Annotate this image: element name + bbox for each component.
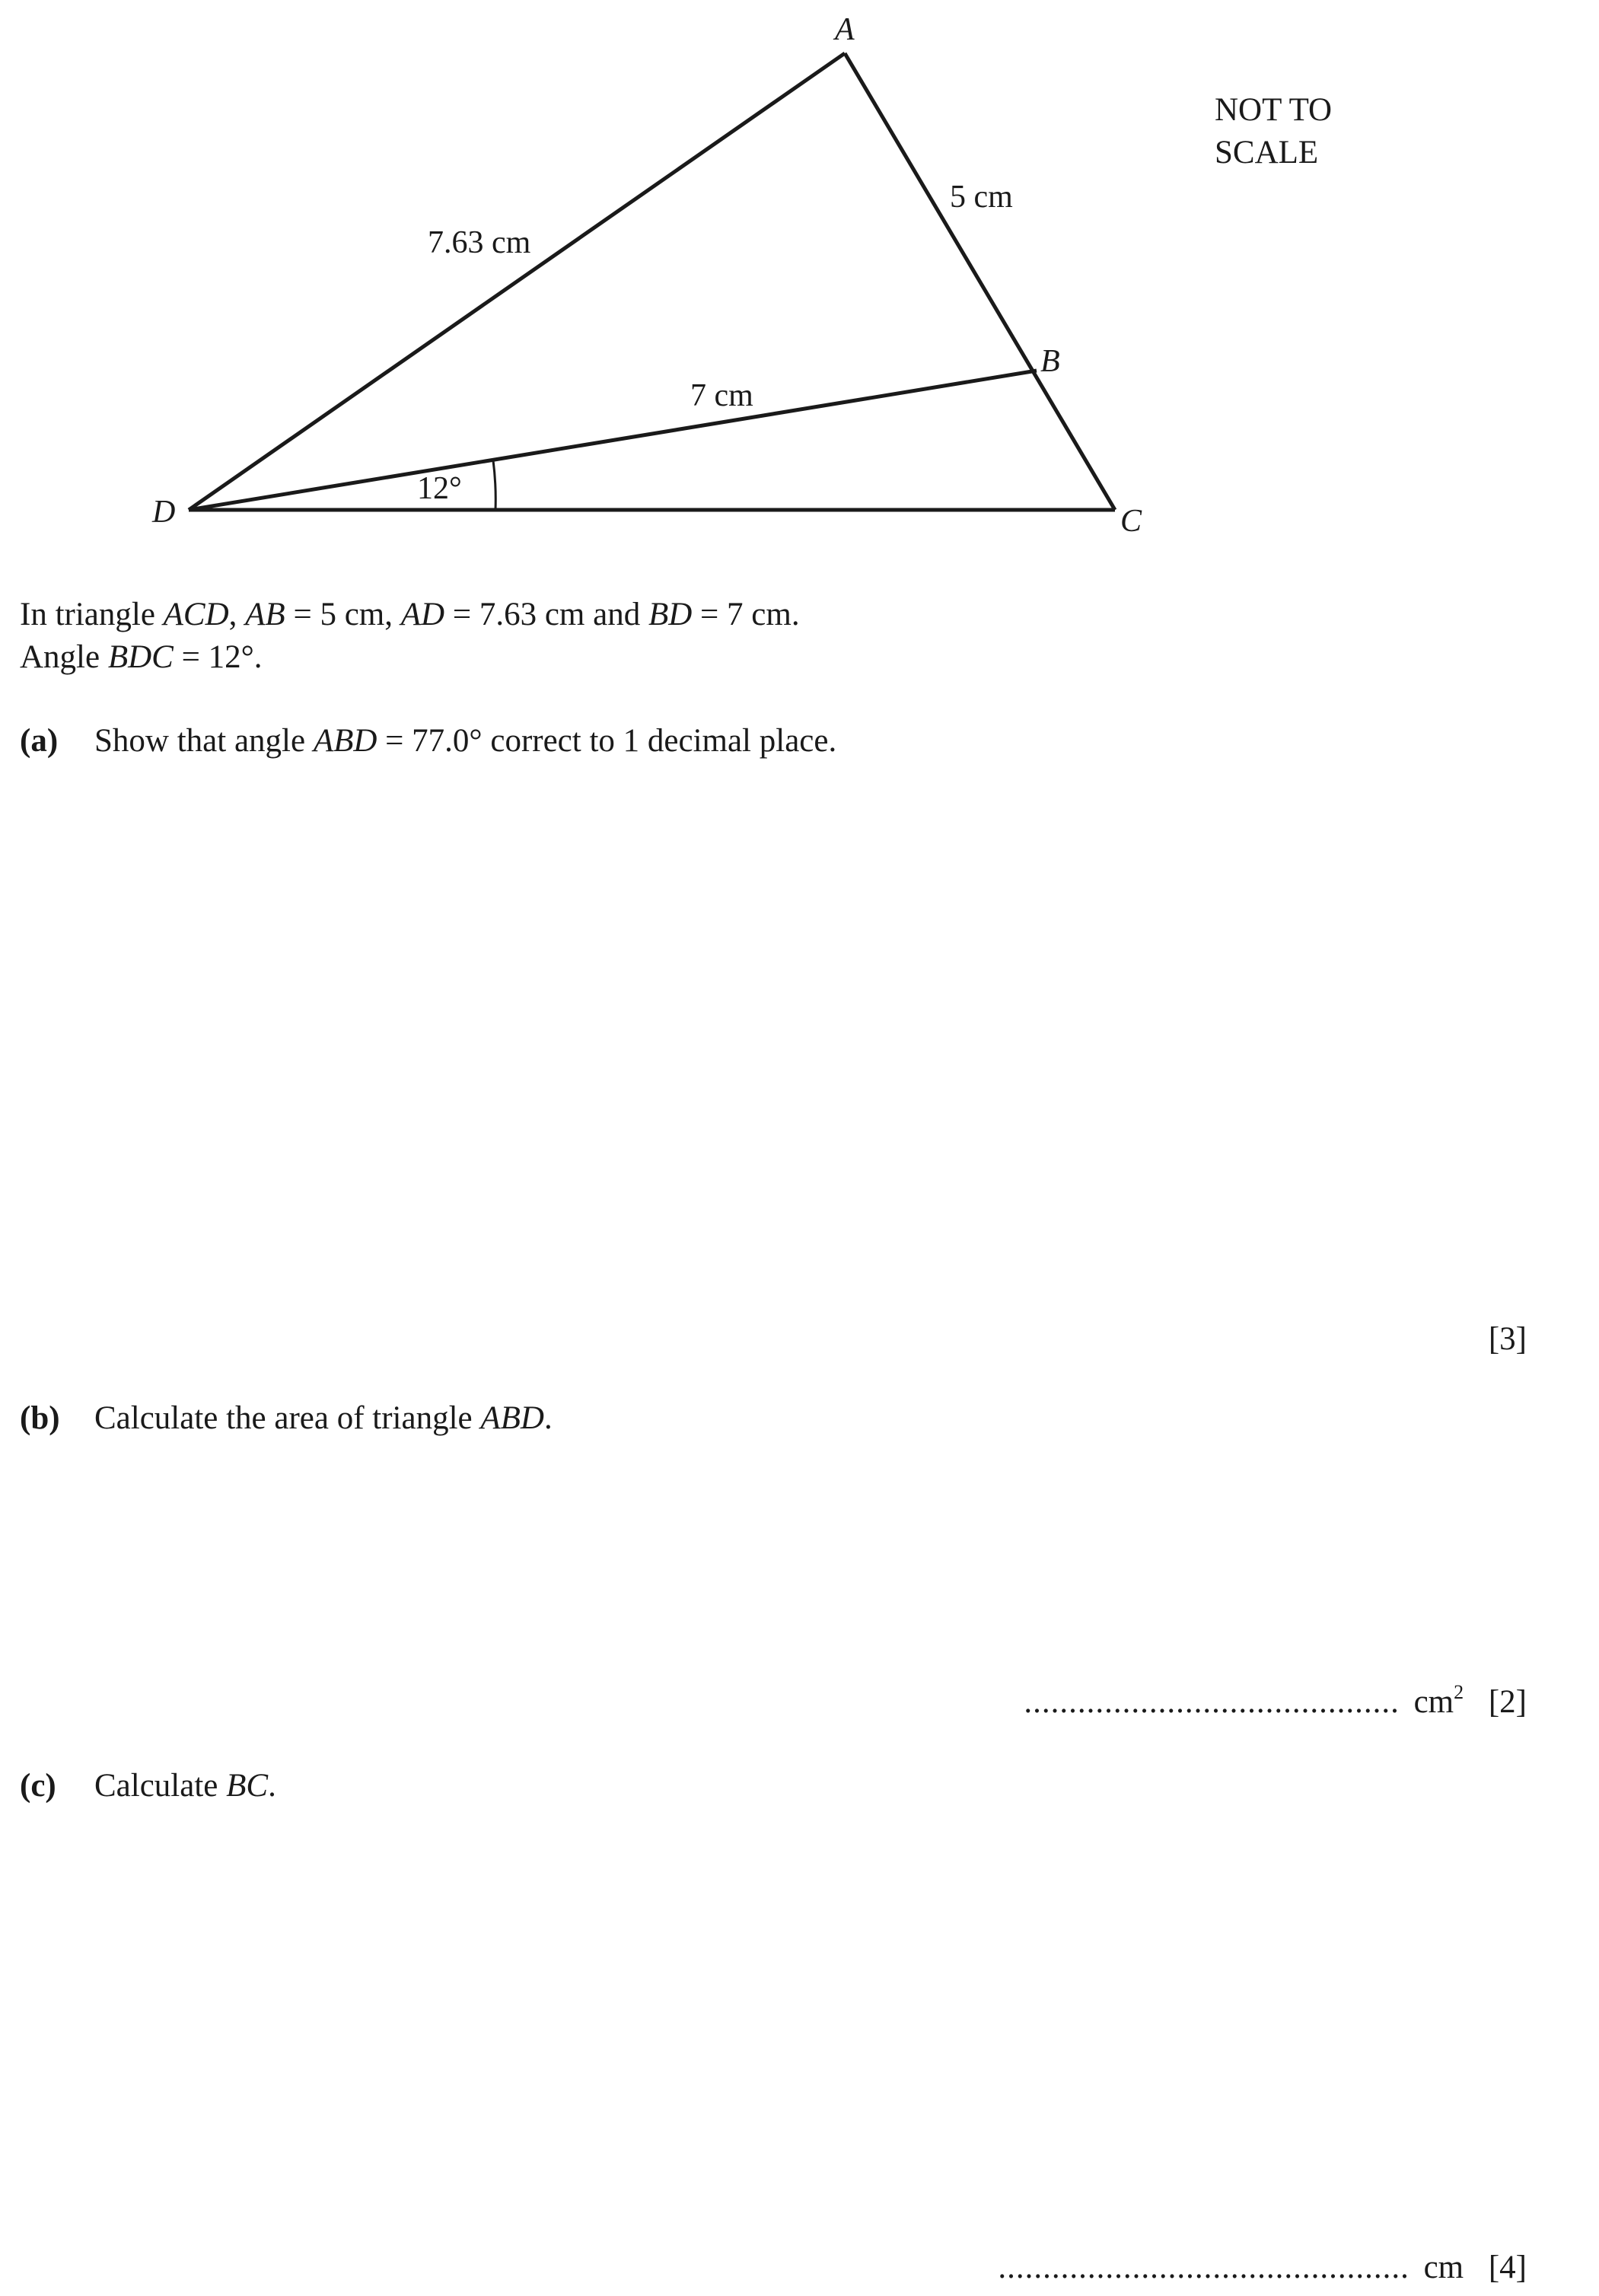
side-AD	[189, 53, 845, 510]
intro-bd: BD	[648, 597, 693, 632]
vertex-label-D: D	[152, 495, 176, 530]
scale-note-line-1: NOT TO	[1215, 92, 1333, 128]
intro-ad-val: = 7.63 cm and	[444, 597, 648, 632]
part-b-answer-line	[1024, 1681, 1527, 1720]
part-c-label: (c)	[20, 1768, 56, 1804]
intro-sep: ,	[228, 597, 246, 632]
side-AC	[845, 53, 1115, 510]
intro-line-1	[20, 598, 800, 631]
intro-ad: AD	[400, 597, 445, 632]
part-c-text-post: .	[268, 1768, 276, 1804]
part-a-marks: [3]	[1488, 1321, 1527, 1357]
part-a-question	[20, 724, 836, 757]
part-a-text-post: = 77.0° correct to 1 decimal place.	[377, 723, 837, 759]
part-c-marks: [4]	[1488, 2250, 1527, 2285]
not-to-scale-note	[1215, 89, 1332, 174]
intro-triangle: ACD	[163, 597, 229, 632]
part-a-text-pre: Show that angle	[94, 723, 314, 759]
part-b-unit-sup: 2	[1454, 1681, 1464, 1703]
part-a-text-it: ABD	[313, 723, 377, 759]
side-label-AB: 5 cm	[950, 180, 1013, 215]
part-c-question	[20, 1769, 276, 1802]
intro-line-2	[20, 641, 263, 674]
side-BD	[189, 371, 1037, 510]
part-c-answer-line	[998, 2251, 1527, 2284]
intro-ab-val: = 5 cm,	[285, 597, 401, 632]
part-b-question	[20, 1402, 553, 1435]
triangle-diagram	[0, 0, 1599, 578]
part-b-marks: [2]	[1488, 1684, 1527, 1720]
part-b-unit: cm	[1413, 1684, 1454, 1720]
part-c-answer-dots[interactable]: ..............................................	[998, 2250, 1409, 2285]
part-b-text-it: ABD	[480, 1400, 544, 1436]
part-b-text-pre: Calculate the area of triangle	[94, 1400, 481, 1436]
part-b-text-post: .	[543, 1400, 553, 1436]
vertex-label-A: A	[835, 12, 855, 47]
angle-value: = 12°.	[173, 639, 263, 675]
part-c-unit: cm	[1423, 2250, 1464, 2285]
side-label-AD: 7.63 cm	[428, 225, 531, 260]
side-label-BD: 7 cm	[690, 378, 753, 413]
angle-name: BDC	[107, 639, 174, 675]
part-c-text-it: BC	[226, 1768, 269, 1804]
angle-arc-BDC	[493, 460, 495, 510]
part-c-text-pre: Calculate	[94, 1768, 227, 1804]
vertex-label-B: B	[1040, 344, 1060, 379]
part-b-label: (b)	[20, 1400, 60, 1436]
intro-ab: AB	[245, 597, 285, 632]
angle-label-BDC: 12°	[417, 471, 462, 506]
intro-bd-val: = 7 cm.	[692, 597, 800, 632]
part-b-answer-dots[interactable]: ..........................................	[1024, 1684, 1400, 1720]
intro-prefix: In triangle	[20, 597, 164, 632]
scale-note-line-2: SCALE	[1215, 135, 1319, 170]
vertex-label-C: C	[1120, 504, 1142, 539]
part-a-label: (a)	[20, 723, 59, 759]
angle-prefix: Angle	[20, 639, 108, 675]
